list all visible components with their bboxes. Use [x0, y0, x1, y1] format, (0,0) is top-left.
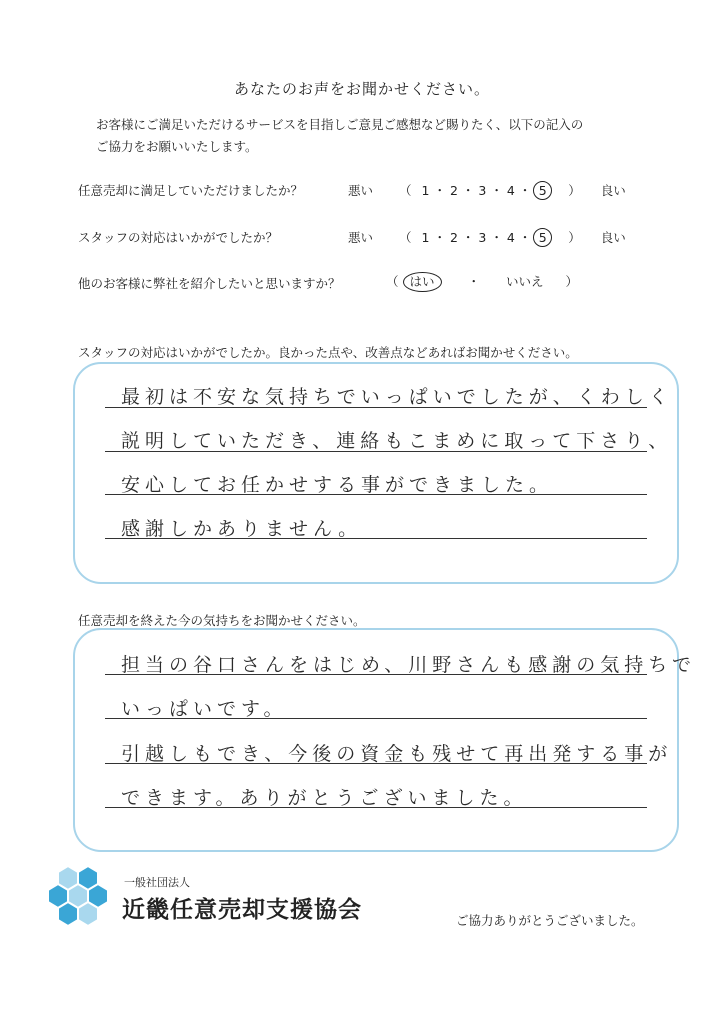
rating-good-label: 良い	[600, 183, 626, 198]
rating-bad-label: 悪い	[348, 230, 374, 245]
rating-close-paren: ）	[568, 230, 581, 245]
logo-subtitle: 一般社団法人	[124, 876, 190, 889]
section1-comment-box	[73, 362, 679, 584]
handwritten-line-2: 説明していただき、連絡もこまめに取って下さり、	[121, 430, 673, 452]
rating-option-2[interactable]: 2	[449, 183, 458, 198]
question-staff: スタッフの対応はいかがでしたか？	[78, 230, 279, 245]
referral-separator: ・	[467, 274, 481, 289]
intro-line-1: お客様にご満足いただけるサービスを目指しご意見ご感想など賜りたく、以下の記入の	[96, 117, 584, 132]
section1-label: スタッフの対応はいかがでしたか。良かった点や、改善点などあればお聞かせください。	[78, 345, 578, 360]
question-referral: 他のお客様に弊社を紹介したいと思いますか？	[78, 276, 341, 291]
page-title: あなたのお声をお聞かせください。	[233, 80, 490, 98]
handwritten-line-3: 引越しもでき、今後の資金も残せて再出発する事が	[121, 743, 673, 765]
section2-comment-box	[73, 628, 697, 852]
rating-scale-satisfaction: 悪い （ 1 ・ 2 ・ 3 ・ 4 ・ 5 ） 良い	[348, 183, 626, 198]
rating-open-paren: （	[399, 183, 412, 198]
rating-bad-label: 悪い	[348, 183, 374, 198]
rating-option-4[interactable]: 4	[506, 230, 515, 245]
referral-options	[386, 272, 578, 292]
handwritten-line-1: 最初は不安な気持ちでいっぱいでしたが、くわしく	[121, 386, 673, 408]
handwritten-line-4: 感謝しかありません。	[121, 518, 363, 540]
rating-option-1[interactable]: 1	[421, 183, 430, 198]
rating-option-5-selected[interactable]: 5	[533, 228, 552, 247]
rating-scale-staff: 悪い （ 1 ・ 2 ・ 3 ・ 4 ・ 5 ） 良い	[348, 230, 626, 245]
intro-text	[96, 114, 656, 158]
referral-no[interactable]: いいえ	[506, 274, 544, 289]
handwritten-line-3: 安心してお任かせする事ができました。	[121, 474, 554, 496]
logo-title: 近畿任意売却支援協会	[122, 897, 362, 923]
rating-option-3[interactable]: 3	[478, 183, 487, 198]
rating-option-3[interactable]: 3	[478, 230, 487, 245]
section2-label: 任意売却を終えた今の気持ちをお聞かせください。	[78, 613, 366, 628]
rating-good-label: 良い	[600, 230, 626, 245]
rating-option-5-selected[interactable]: 5	[533, 181, 552, 200]
referral-close-paren: ）	[565, 274, 579, 289]
handwritten-line-1: 担当の谷口さんをはじめ、川野さんも感謝の気持ちで	[121, 654, 697, 676]
rating-option-4[interactable]: 4	[506, 183, 515, 198]
footer-thanks: ご協力ありがとうございました。	[456, 913, 644, 928]
referral-yes-selected[interactable]: はい	[403, 272, 442, 292]
rating-option-2[interactable]: 2	[449, 230, 458, 245]
rating-option-1[interactable]: 1	[421, 230, 430, 245]
handwritten-line-4: できます。ありがとうございました。	[121, 787, 528, 809]
handwritten-line-2: いっぱいです。	[121, 698, 288, 720]
hexagon-logo-icon	[44, 864, 116, 936]
rating-open-paren: （	[399, 230, 412, 245]
question-satisfaction: 任意売却に満足していただけましたか？	[78, 183, 304, 198]
intro-line-2: ご協力をお願いいたします。	[96, 139, 258, 154]
referral-open-paren: （	[386, 274, 399, 289]
rating-close-paren: ）	[568, 183, 581, 198]
